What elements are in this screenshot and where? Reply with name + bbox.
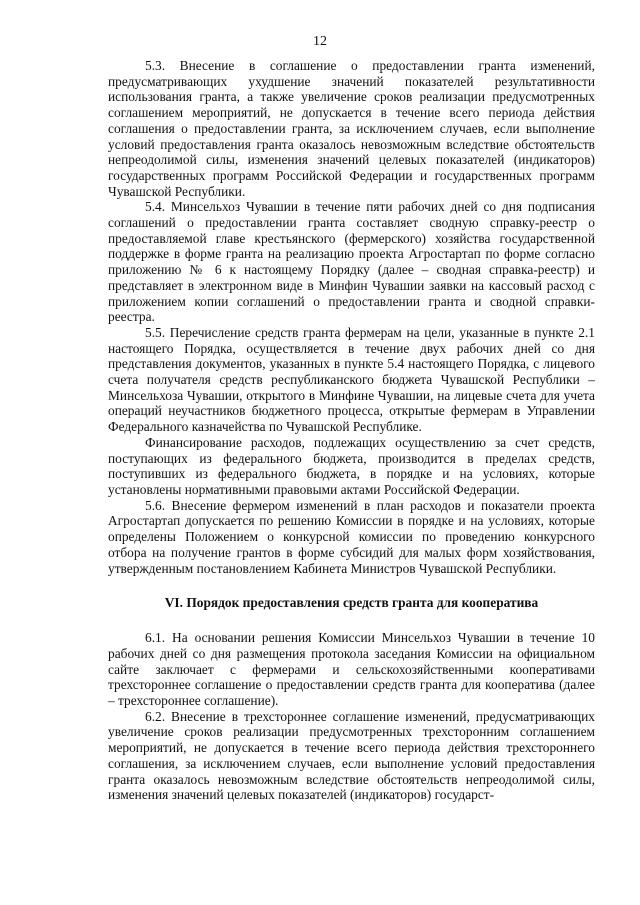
paragraph-financing: Финансирование расходов, подлежащих осуществлению за счет средств, поступающих из федерального бюджета, производится в пределах средств, поступивших из федерального бюджета, в порядке и на условиях, которые установлены нормативными правовыми актами Российской Федерации. bbox=[108, 434, 595, 497]
document-body bbox=[108, 58, 595, 803]
paragraph-6-1: 6.1. На основании решения Комиссии Минсельхоз Чувашии в течение 10 рабочих дней со дня размещения протокола заседания Комиссии на официальном сайте заключает с фермерами и сельскохозяйственными кооперативами трехстороннее соглашение о предоставлении средств гранта для кооператива (далее – трехстороннее соглашение). bbox=[108, 630, 595, 709]
page-number: 12 bbox=[313, 34, 327, 49]
section-heading-vi: VI. Порядок предоставления средств гранта для кооператива bbox=[164, 595, 539, 611]
paragraph-5-3: 5.3. Внесение в соглашение о предоставлении гранта изменений, предусматривающих ухудшение значений показателей результативности использования гранта, а также увеличение сроков реализации предусмотренных соглашением мероприятий, не допускается в течение всего периода действия соглашения о предоставлении гранта, за исключением случаев, если выполнение условий предоставления гранта оказалось невозможным вследствие обстоятельств непреодолимой силы, изменения значений целевых показателей (индикаторов) государственных программ Российской Федерации и государственных программ Чувашской Республики. bbox=[108, 58, 595, 199]
paragraph-5-6: 5.6. Внесение фермером изменений в план расходов и показатели проекта Агростартап допускается по решению Комиссии в порядке и на условиях, которые определены Положением о конкурсной комиссии по проведению конкурсного отбора на получение грантов в форме субсидий для малых форм хозяйствования, утвержденным постановлением Кабинета Министров Чувашской Республики. bbox=[108, 497, 595, 576]
paragraph-5-4: 5.4. Минсельхоз Чувашии в течение пяти рабочих дней со дня подписания соглашений о предоставлении гранта составляет сводную справку-реестр о предоставляемой главе крестьянского (фермерского) хозяйства государственной поддержке в форме гранта на реализацию проекта Агростартап по форме согласно приложению № 6 к настоящему Порядку (далее – сводная справка-реестр) и представляет в электронном виде в Минфин Чувашии заявки на кассовый расход с приложением копии соглашений о предоставлении гранта и сводной справки-реестра. bbox=[108, 199, 595, 325]
paragraph-6-2: 6.2. Внесение в трехстороннее соглашение изменений, предусматривающих увеличение сроков реализации предусмотренных трехсторонним соглашением мероприятий, не допускается в течение всего периода действия трехстороннего соглашения, за исключением случаев, если выполнение условий предоставления гранта оказалось невозможным вследствие обстоятельств непреодолимой силы, изменения значений целевых показателей (индикаторов) государст- bbox=[108, 708, 595, 803]
paragraph-5-5: 5.5. Перечисление средств гранта фермерам на цели, указанные в пункте 2.1 настоящего Порядка, осуществляется в течение двух рабочих дней со дня представления документов, указанных в пункте 5.4 настоящего Порядка, с лицевого счета получателя средств республиканского бюджета Чувашской Республики – Минсельхоза Чувашии, открытого в Минфине Чувашии, на лицевые счета для учета операций неучастников бюджетного процесса, открытые фермерам в Управлении Федерального казначейства по Чувашской Республике. bbox=[108, 324, 595, 435]
